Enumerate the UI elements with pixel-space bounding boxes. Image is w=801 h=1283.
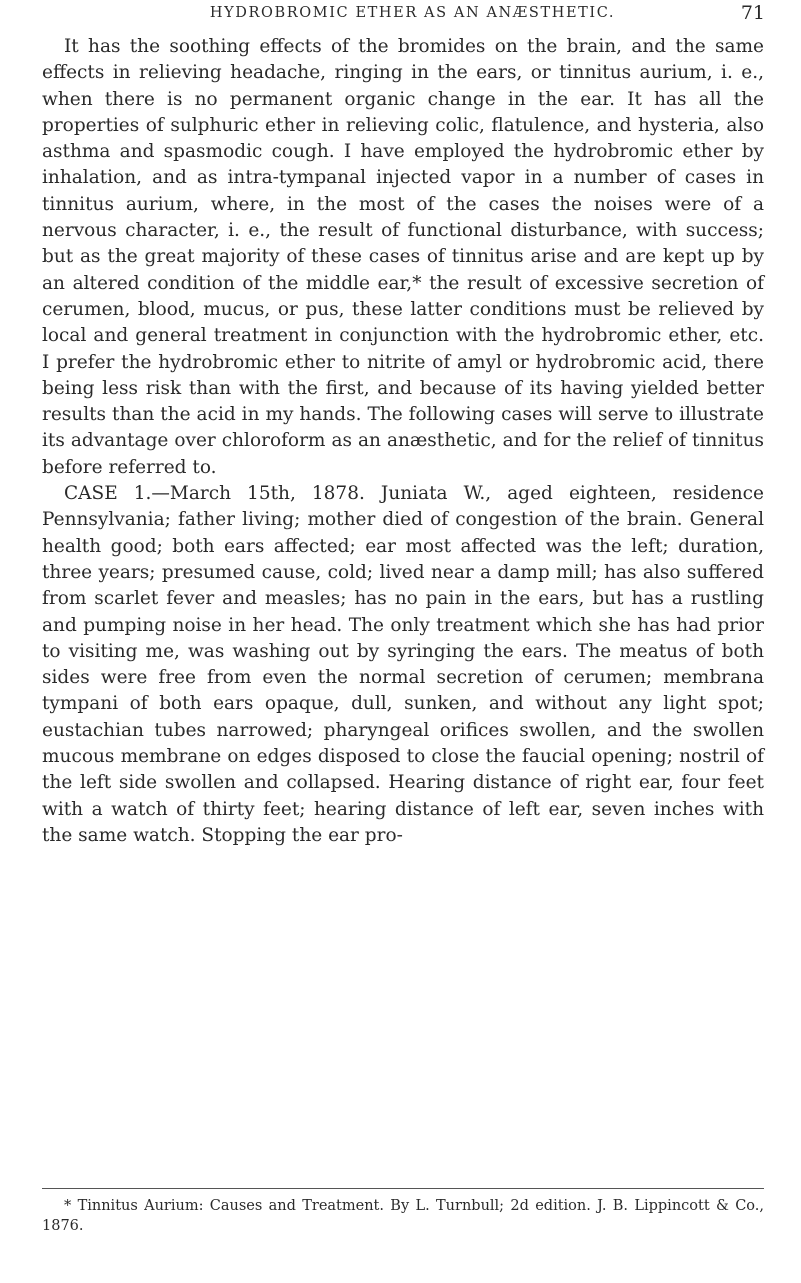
footnote-rule xyxy=(42,1188,764,1189)
page-header xyxy=(60,2,765,28)
page-number: 71 xyxy=(740,2,765,24)
footnote xyxy=(42,1196,764,1236)
paragraph-2-case-1: CASE 1.—March 15th, 1878. Juniata W., aged eighteen, residence Pennsylvania; father living; mother died of congestion of the brain. General health good; both ears affected; ear most affected was the left; duration, three years; presumed cause, cold; lived near a damp mill; has also suffered from scarlet fever and measles; has no pain in the ears, but has a rustling and pumping noise in her head. The only treatment which she has had prior to visiting me, was washing out by syringing the ears. The meatus of both sides were free from even the normal secretion of cerumen; membrana tympani of both ears opaque, dull, sunken, and without any light spot; eustachian tubes narrowed; pharyngeal orifices swollen, and the swollen mucous membrane on edges disposed to close the faucial opening; nostril of the left side swollen and collapsed. Hearing distance of right ear, four feet with a watch of thirty feet; hearing distance of left ear, seven inches with the same watch. Stopping the ear pro- xyxy=(42,483,764,846)
running-head: HYDROBROMIC ETHER AS AN ANÆSTHETIC. xyxy=(209,5,616,21)
body-text xyxy=(42,34,764,849)
footnote-text: * Tinnitus Aurium: Causes and Treatment. By L. Turnbull; 2d edition. J. B. Lippincott & Co., 1876. xyxy=(42,1198,764,1234)
paragraph-1: It has the soothing effects of the bromides on the brain, and the same effects in relieving headache, ringing in the ears, or tinnitus aurium, i. e., when there is no permanent organic change in the ear. It has all the properties of sulphuric ether in relieving colic, flatulence, and hysteria, also asthma and spasmodic cough. I have employed the hydrobromic ether by inhalation, and as intra-tympanal injected vapor in a number of cases in tinnitus aurium, where, in the most of the cases the noises were of a nervous character, i. e., the result of functional disturbance, with success; but as the great majority of these cases of tinnitus arise and are kept up by an altered condition of the middle ear,* the result of excessive secretion of cerumen, blood, mucus, or pus, these latter conditions must be relieved by local and general treatment in conjunction with the hydrobromic ether, etc. I prefer the hydrobromic ether to nitrite of amyl or hydrobromic acid, there being less risk than with the first, and because of its having yielded better results than the acid in my hands. The following cases will serve to illustrate its advantage over chloroform as an anæsthetic, and for the relief of tinnitus before referred to. xyxy=(42,36,764,478)
